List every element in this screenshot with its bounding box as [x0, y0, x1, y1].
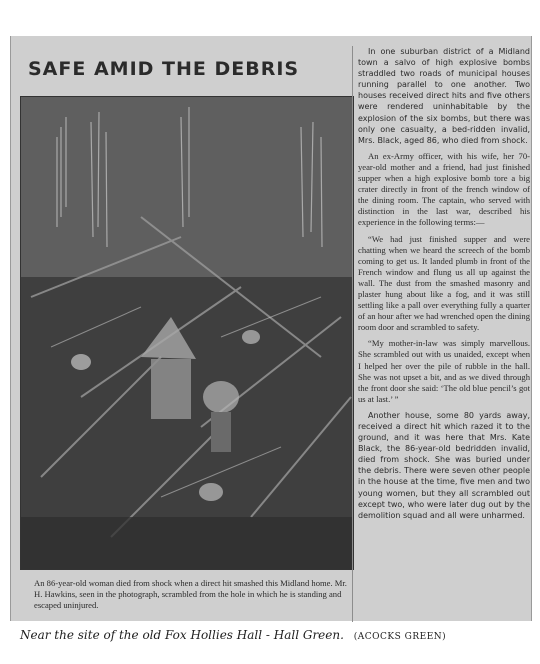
article-paragraph: Another house, some 80 yards away, received a direct hit which razed it to the ground, and it was here that Mrs. Kate Black, the 86-year-old bedridden invalid, died from shock. She was buried under the debris. There were seven other people in the house at the time, five men and two young women, but they all scrambled out except two, who were later dug out by the demolition squad and all were unharmed. — [358, 410, 530, 520]
article-column — [358, 46, 530, 622]
article-paragraph: An ex-Army officer, with his wife, her 70-year-old mother and a friend, had just finished supper when a high explosive bomb tore a big crater directly in front of the french window of the dining room. The captain, who served with distinction in the last war, described his experience in the following terms:— — [358, 150, 530, 228]
article-paragraph: In one suburban district of a Midland town a salvo of high explosive bombs straddled two roads of municipal houses running parallel to one another. Two houses received direct hits and five others were rendered uninhabitable by the explosion of the six bombs, but there was only one casualty, a bed-ridden invalid, Mrs. Black, aged 86, who died from shock. — [358, 47, 530, 145]
article-paragraph: “We had just finished supper and were chatting when we heard the screech of the bomb coming to get us. It landed plumb in front of the French window and flung us all up against the wall. The dust from the smashed masonry and plaster hung about like a fog, and it was still settling like a pall over everything fully a quarter of an hour after we had wrenched open the dining room door and scrambled to safety. — [358, 233, 530, 333]
handwritten-note-location: (ACOCKS GREEN) — [353, 632, 447, 642]
column-rule — [352, 46, 353, 622]
headline: SAFE AMID THE DEBRIS — [28, 58, 300, 80]
left-column — [12, 56, 350, 612]
debris-photograph — [20, 96, 354, 570]
debris-photo-image — [21, 97, 353, 569]
handwritten-note-main: Near the site of the old Fox Hollies Hall - Hall Green. — [20, 628, 344, 642]
photo-caption: An 86-year-old woman died from shock when a direct hit smashed this Midland home. Mr. H. Hawkins, seen in the photograph, scrambled from the hole in which he is standing and escaped uninjured. — [34, 578, 347, 610]
handwritten-note — [20, 628, 530, 642]
article-paragraph: “My mother-in-law was simply marvellous. She scrambled out with us unaided, except when I helped her over the pile of rubble in the hall. She was not upset a bit, and as we dived through the front door she said: ‘The old blue pencil’s got us at last.’ ” — [358, 338, 530, 404]
